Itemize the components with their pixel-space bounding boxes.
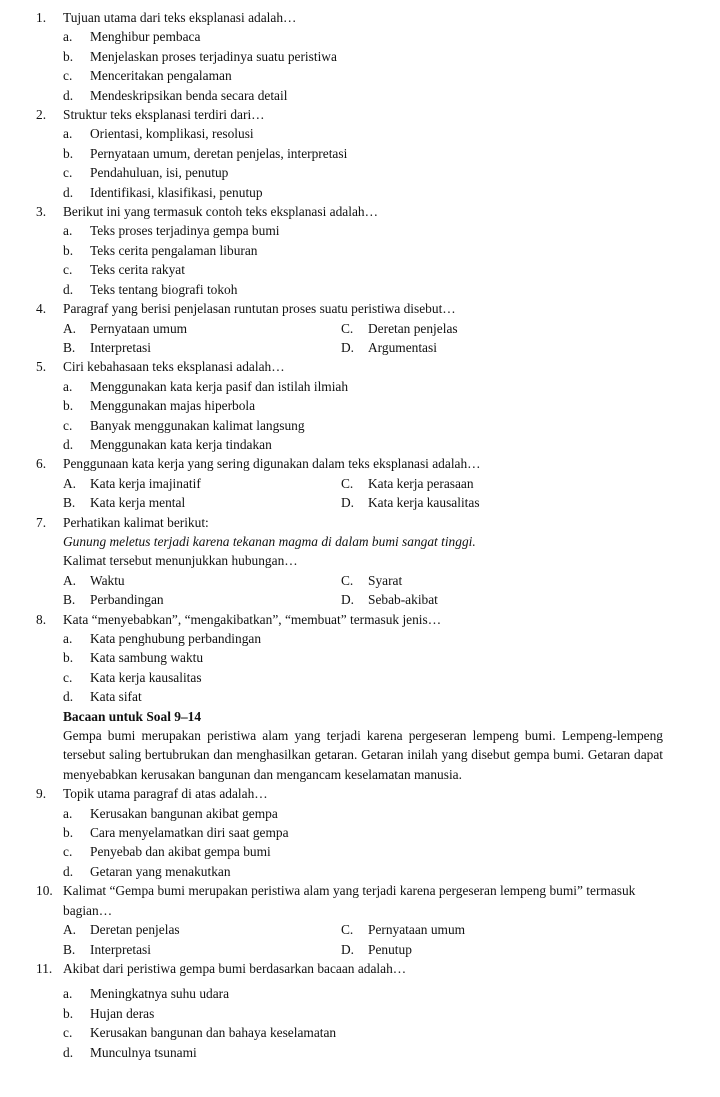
option-letter: b. [63, 650, 74, 666]
option-11a [63, 984, 663, 1003]
option-row [63, 338, 663, 357]
option-text: Menjelaskan proses terjadinya suatu peristiwa [90, 48, 337, 64]
option-letter: b. [63, 825, 74, 841]
option-text: Getaran yang menakutkan [90, 863, 231, 879]
option-letter: c. [63, 1025, 73, 1041]
option-7a [63, 571, 341, 590]
question-text: Paragraf yang berisi penjelasan runtutan proses suatu peristiwa disebut… [63, 301, 456, 317]
option-text: Penyebab dan akibat gempa bumi [90, 844, 271, 860]
question-10 [36, 881, 664, 920]
option-text: Hujan deras [90, 1005, 155, 1021]
example-sentence: Gunung meletus terjadi karena tekanan magma di dalam bumi sangat tinggi. [63, 533, 476, 549]
option-letter: a. [63, 378, 73, 394]
question-number: 3. [36, 204, 47, 220]
option-letter: c. [63, 262, 73, 278]
option-letter: d. [63, 184, 74, 200]
question-number: 2. [36, 107, 47, 123]
option-6d [341, 493, 641, 512]
reading-passage: Gempa bumi merupakan peristiwa alam yang terjadi karena pergeseran lempeng bumi. Lempeng-lempeng tersebut saling bertubrukan dan menghasilkan getaran. Getaran inilah yang disebut gempa bumi. Getaran dapat menyebabkan kerusakan bangunan dan mengancam keselamatan manusia. [63, 728, 663, 782]
question-number: 5. [36, 359, 47, 375]
option-6b [63, 493, 341, 512]
option-text: Pernyataan umum [90, 320, 188, 336]
option-9c [63, 842, 663, 861]
option-letter: b. [63, 145, 74, 161]
option-text: Pendahuluan, isi, penutup [90, 165, 229, 181]
option-text: Kata kerja mental [90, 495, 186, 511]
option-text: Penutup [368, 941, 412, 957]
option-letter: B. [63, 592, 76, 608]
option-3c [63, 260, 663, 279]
option-letter: D. [341, 495, 355, 511]
option-text: Teks tentang biografi tokoh [90, 281, 238, 297]
question-number: 8. [36, 611, 47, 627]
option-3b [63, 241, 663, 260]
option-row [63, 590, 663, 609]
option-text: Pernyataan umum, deretan penjelas, interpretasi [90, 145, 348, 161]
question-text: Topik utama paragraf di atas adalah… [63, 786, 268, 802]
option-text: Waktu [90, 572, 125, 588]
option-letter: D. [341, 941, 355, 957]
option-1b [63, 47, 663, 66]
option-5a [63, 377, 663, 396]
option-letter: d. [63, 689, 74, 705]
option-text: Teks cerita rakyat [90, 262, 185, 278]
option-text: Teks proses terjadinya gempa bumi [90, 223, 280, 239]
option-row [63, 571, 663, 590]
option-text: Kata kerja imajinatif [90, 475, 201, 491]
option-8c [63, 668, 663, 687]
question-8 [36, 610, 664, 629]
option-letter: B. [63, 941, 76, 957]
question-number: 10. [36, 883, 53, 899]
option-7d [341, 590, 641, 609]
option-text: Identifikasi, klasifikasi, penutup [90, 184, 263, 200]
option-text: Banyak menggunakan kalimat langsung [90, 417, 305, 433]
question-7 [36, 513, 664, 532]
option-text: Kata kerja perasaan [368, 475, 474, 491]
option-letter: c. [63, 68, 73, 84]
option-letter: c. [63, 669, 73, 685]
option-letter: d. [63, 436, 74, 452]
option-text: Deretan penjelas [368, 320, 458, 336]
question-subtext: Kalimat tersebut menunjukkan hubungan… [63, 553, 298, 569]
option-letter: C. [341, 572, 354, 588]
option-9b [63, 823, 663, 842]
option-letter: D. [341, 592, 355, 608]
option-2c [63, 163, 663, 182]
option-5c [63, 416, 663, 435]
option-1a [63, 27, 663, 46]
option-letter: B. [63, 339, 76, 355]
option-text: Cara menyelamatkan diri saat gempa [90, 825, 289, 841]
option-letter: B. [63, 495, 76, 511]
option-letter: d. [63, 863, 74, 879]
option-text: Teks cerita pengalaman liburan [90, 242, 258, 258]
option-text: Interpretasi [90, 941, 151, 957]
option-letter: b. [63, 242, 74, 258]
option-letter: c. [63, 417, 73, 433]
option-letter: c. [63, 165, 73, 181]
option-text: Munculnya tsunami [90, 1044, 197, 1060]
option-3a [63, 221, 663, 240]
question-text: Kalimat “Gempa bumi merupakan peristiwa alam yang terjadi karena pergeseran lempeng bumi” termasuk bagian… [63, 883, 636, 918]
option-text: Sebab-akibat [368, 592, 438, 608]
question-2 [36, 105, 664, 124]
question-6 [36, 454, 664, 473]
option-text: Deretan penjelas [90, 922, 180, 938]
option-letter: A. [63, 320, 77, 336]
question-1 [36, 8, 664, 27]
option-text: Kata kerja kausalitas [90, 669, 202, 685]
option-4a [63, 319, 341, 338]
question-number: 6. [36, 456, 47, 472]
option-text: Interpretasi [90, 339, 151, 355]
option-text: Menceritakan pengalaman [90, 68, 232, 84]
option-10d [341, 940, 641, 959]
option-letter: A. [63, 922, 77, 938]
option-10c [341, 920, 641, 939]
option-3d [63, 280, 663, 299]
option-4d [341, 338, 641, 357]
option-text: Mendeskripsikan benda secara detail [90, 87, 288, 103]
option-9a [63, 804, 663, 823]
option-letter: d. [63, 281, 74, 297]
option-10a [63, 920, 341, 939]
option-letter: C. [341, 475, 354, 491]
option-letter: b. [63, 398, 74, 414]
option-1d [63, 86, 663, 105]
question-text: Berikut ini yang termasuk contoh teks eksplanasi adalah… [63, 204, 378, 220]
question-text: Struktur teks eksplanasi terdiri dari… [63, 107, 265, 123]
option-letter: a. [63, 986, 73, 1002]
option-11c [63, 1023, 663, 1042]
question-text: Akibat dari peristiwa gempa bumi berdasarkan bacaan adalah… [63, 960, 407, 976]
option-letter: a. [63, 631, 73, 646]
option-letter: b. [63, 1005, 74, 1021]
option-letter: A. [63, 572, 77, 588]
option-letter: C. [341, 320, 354, 336]
option-text: Kerusakan bangunan dan bahaya keselamatan [90, 1025, 337, 1041]
option-letter: a. [63, 126, 73, 142]
option-6a [63, 474, 341, 493]
option-letter: a. [63, 29, 73, 45]
question-number: 9. [36, 786, 47, 802]
option-2a [63, 124, 663, 143]
option-11d [63, 1043, 663, 1062]
option-8a [63, 629, 663, 648]
option-letter: D. [341, 339, 355, 355]
option-row [63, 940, 663, 959]
option-5d [63, 435, 663, 454]
option-text: Kata sifat [90, 689, 142, 705]
option-text: Kata kerja kausalitas [368, 495, 480, 511]
option-4b [63, 338, 341, 357]
option-letter: d. [63, 1044, 74, 1060]
option-1c [63, 66, 663, 85]
option-letter: A. [63, 475, 77, 491]
option-text: Argumentasi [368, 339, 437, 355]
option-2d [63, 183, 663, 202]
option-7b [63, 590, 341, 609]
question-4 [36, 299, 664, 318]
question-text: Kata “menyebabkan”, “mengakibatkan”, “membuat” termasuk jenis… [63, 611, 442, 627]
question-11 [36, 959, 664, 978]
question-text: Perhatikan kalimat berikut: [63, 514, 209, 530]
question-3 [36, 202, 664, 221]
option-text: Kerusakan bangunan akibat gempa [90, 805, 278, 821]
reading-title: Bacaan untuk Soal 9–14 [63, 708, 202, 724]
question-5 [36, 357, 664, 376]
option-row [63, 493, 663, 512]
option-letter: a. [63, 805, 73, 821]
option-7c [341, 571, 641, 590]
option-text: Menggunakan kata kerja pasif dan istilah ilmiah [90, 378, 349, 394]
option-9d [63, 862, 663, 881]
option-letter: c. [63, 844, 73, 860]
option-text: Perbandingan [90, 592, 164, 608]
option-5b [63, 396, 663, 415]
option-text: Menggunakan kata kerja tindakan [90, 436, 272, 452]
question-9 [36, 784, 664, 803]
option-text: Syarat [368, 572, 403, 588]
option-letter: C. [341, 922, 354, 938]
option-row [63, 474, 663, 493]
option-text: Menggunakan majas hiperbola [90, 398, 256, 414]
option-text: Menghibur pembaca [90, 29, 201, 45]
option-2b [63, 144, 663, 163]
option-text: Meningkatnya suhu udara [90, 986, 230, 1002]
option-letter: b. [63, 48, 74, 64]
option-8b [63, 648, 663, 667]
option-text: Orientasi, komplikasi, resolusi [90, 126, 254, 142]
option-row [63, 319, 663, 338]
option-6c [341, 474, 641, 493]
question-number: 1. [36, 10, 47, 25]
option-10b [63, 940, 341, 959]
option-letter: d. [63, 87, 74, 103]
option-text: Pernyataan umum [368, 922, 466, 938]
question-text: Ciri kebahasaan teks eksplanasi adalah… [63, 359, 285, 375]
question-number: 11. [36, 960, 53, 976]
option-letter: a. [63, 223, 73, 239]
question-number: 4. [36, 301, 47, 317]
question-text: Tujuan utama dari teks eksplanasi adalah… [63, 10, 297, 25]
option-4c [341, 319, 641, 338]
option-8d [63, 687, 663, 706]
question-number: 7. [36, 514, 47, 530]
option-row [63, 920, 663, 939]
question-text: Penggunaan kata kerja yang sering digunakan dalam teks eksplanasi adalah… [63, 456, 481, 472]
option-text: Kata sambung waktu [90, 650, 204, 666]
option-text: Kata penghubung perbandingan [90, 631, 262, 646]
option-11b [63, 1004, 663, 1023]
